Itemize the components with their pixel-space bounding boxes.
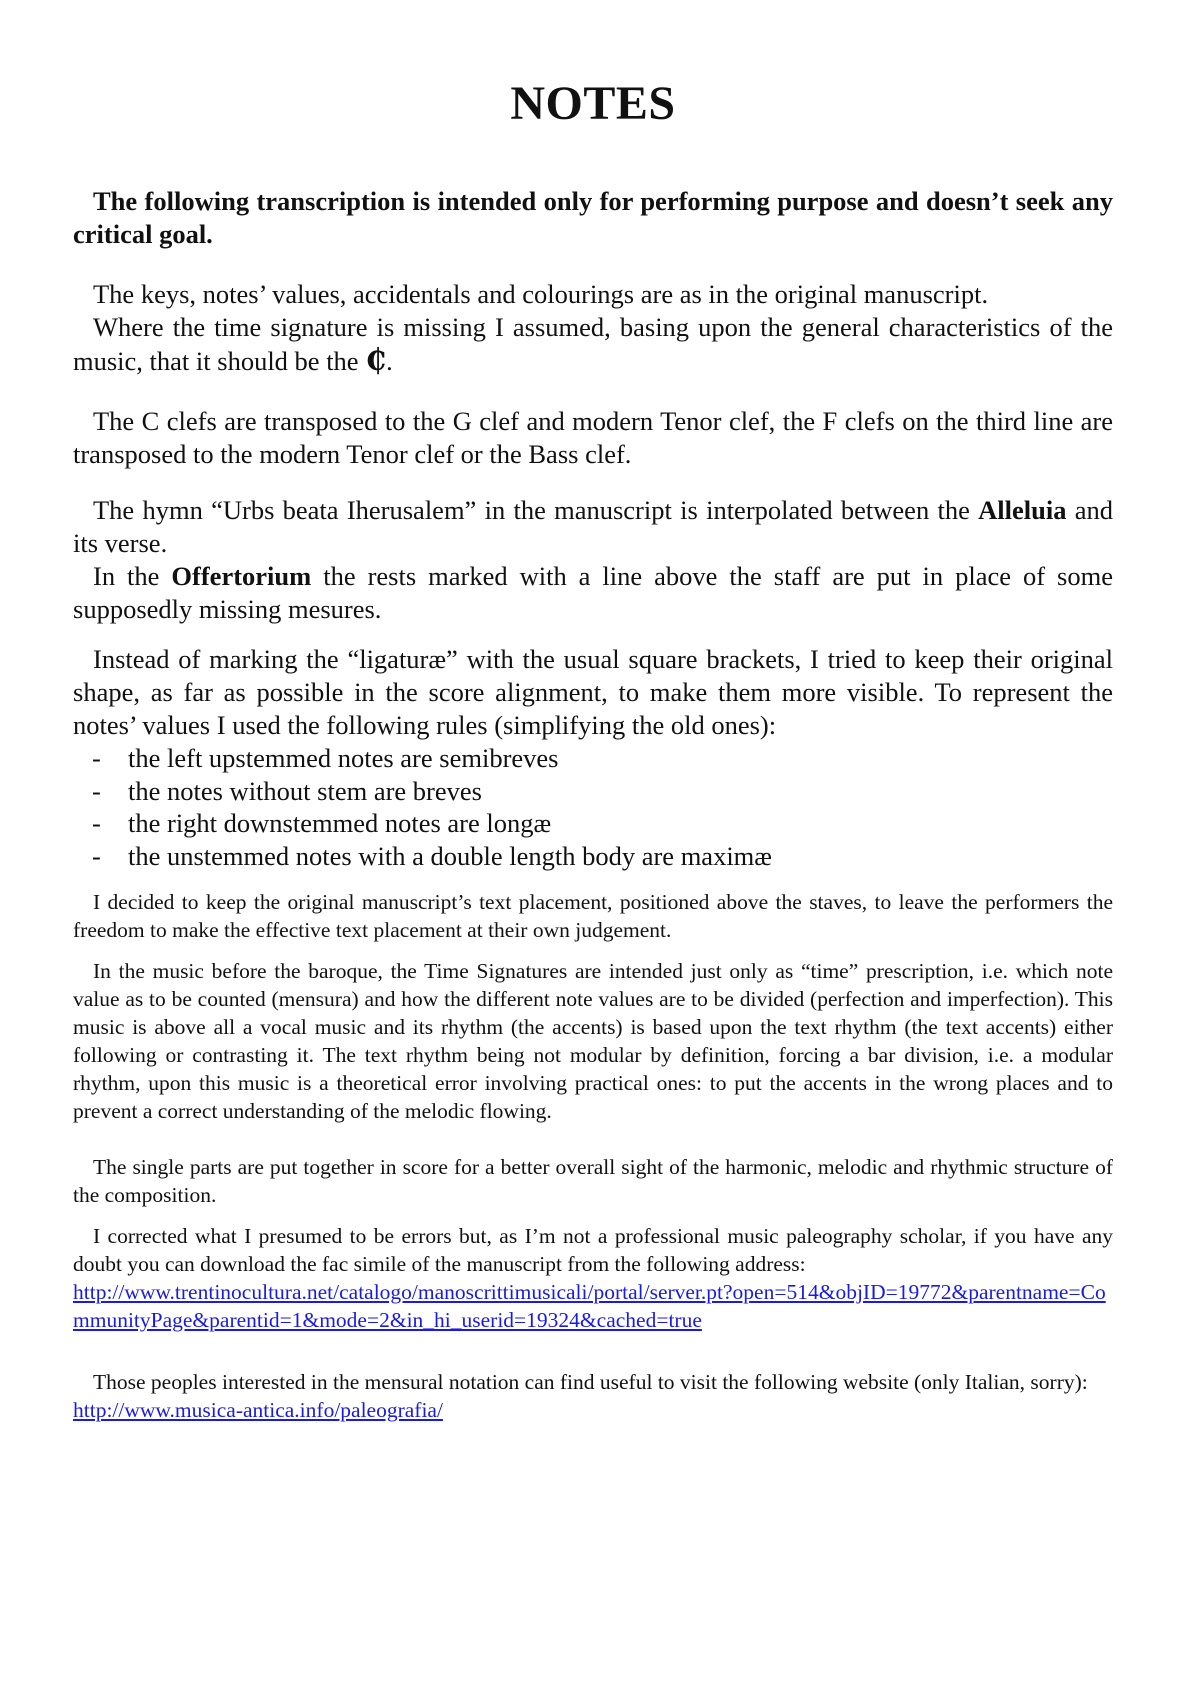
list-bullet: - [92,840,101,871]
time-signature-paragraph [73,311,1113,378]
list-item [73,775,1113,808]
clefs-paragraph: The C clefs are transposed to the G clef and modern Tenor clef, the F clefs on the third line are transposed to the modern Tenor clef or the Bass clef. [73,406,1113,469]
manuscript-block [73,1222,1113,1334]
list-item-text: the notes without stem are breves [128,775,482,806]
hymn-block [73,494,1113,626]
baroque-paragraph: In the music before the baroque, the Time Signatures are intended just only as “time” prescription, i.e. which note value as to be counted (mensura) and how the different note values are to be divided (perfection and imperfection). This music is above all a vocal music and its rhythm (the accents) is based upon the text rhythm (the text accents) either following or contrasting it. The text rhythm being not modular by definition, forcing a bar division, i.e. a modular rhythm, upon this music is a theoretical error involving practical ones: to put the accents in the wrong places and to prevent a correct understanding of the melodic flowing. [73,959,1113,1123]
list-item-text: the right downstemmed notes are longæ [128,808,552,838]
page-title: NOTES [510,77,676,130]
manuscript-link-paragraph [73,1278,1113,1334]
list-bullet: - [92,808,101,838]
ligatures-block [73,643,1113,872]
time-signature-text: Where the time signature is missing I assumed, basing upon the general characteristics of the music, that it should be the [73,312,1113,376]
time-signature-end: . [386,346,393,376]
website-link[interactable]: http://www.musica-antica.info/paleografia/ [73,1398,443,1422]
manuscript-link[interactable]: http://www.trentinocultura.net/catalogo/manoscrittimusicali/portal/server.pt?open=514&objID=19772&parentname=CommunityPage&parentid=1&mode=2&in_hi_userid=19324&cached=true [73,1280,1106,1332]
list-item [73,742,1113,775]
hymn-paragraph [73,494,1113,560]
offertorium-text: In the [93,561,172,591]
keys-paragraph: The keys, notes’ values, accidentals and colourings are as in the original manuscript. [93,279,989,309]
website-link-paragraph [73,1396,1113,1424]
list-item [73,807,1113,840]
list-item [73,840,1113,873]
list-bullet: - [92,743,101,773]
offertorium-paragraph [73,560,1113,626]
offertorium-text-end: the rests marked with a line above the staff are put in place of some supposedly missing mesures. [73,561,1113,624]
score-paragraph: The single parts are put together in score for a better overall sight of the harmonic, melodic and rhythmic structure of the composition. [73,1155,1113,1207]
cut-time-symbol-icon: ₵ [365,343,387,378]
mensural-paragraph: Those peoples interested in the mensural notation can find useful to visit the following website (only Italian, sorry): [93,1370,1088,1394]
intro-paragraph: The following transcription is intended only for performing purpose and doesn’t seek any critical goal. [73,186,1113,249]
hymn-text: The hymn “Urbs beata Iherusalem” in the manuscript is interpolated between the [93,495,979,525]
list-bullet: - [92,775,101,806]
website-block [73,1368,1113,1424]
ligatures-paragraph: Instead of marking the “ligaturæ” with the usual square brackets, I tried to keep their original shape, as far as possible in the score alignment, to make them more visible. To represent the notes’ values I used the following rules (simplifying the old ones): [73,644,1113,740]
offertorium-label: Offertorium [171,561,312,591]
notes-rules-list [73,742,1113,872]
corrected-paragraph: I corrected what I presumed to be errors but, as I’m not a professional music paleography scholar, if you have any doubt you can download the fac simile of the manuscript from the following address: [73,1224,1113,1276]
list-item-text: the left upstemmed notes are semibreves [128,743,559,773]
hymn-text-end: and its verse. [73,495,1114,558]
list-item-text: the unstemmed notes with a double length body are maximæ [128,840,772,871]
alleluia-label: Alleluia [978,495,1067,525]
keys-paragraph-block [73,278,1113,378]
placement-paragraph: I decided to keep the original manuscript’s text placement, positioned above the staves, to leave the performers the freedom to make the effective text placement at their own judgement. [73,890,1113,942]
